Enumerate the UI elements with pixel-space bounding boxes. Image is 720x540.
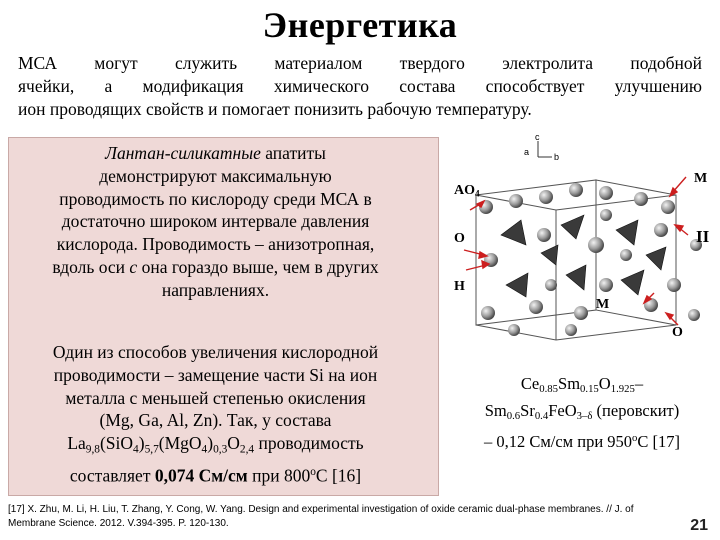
tetrahedra: [501, 215, 666, 297]
reference-footnote: [8, 503, 663, 531]
oxygen-label-bottom: O: [672, 325, 683, 340]
apatite-line-4: достаточно широком интервале давления: [61, 211, 370, 232]
apatite-line-7: направлениях.: [161, 279, 270, 300]
m-label-bottom: M: [596, 297, 610, 312]
apatite-crystal-structure-figure: [446, 135, 714, 345]
axis-c-term: c: [129, 256, 138, 277]
apatite-line-6-b: она гораздо выше, чем в других: [137, 256, 379, 277]
apatite-line-2: демонстрируют максимальную: [99, 165, 332, 186]
substitution-paragraph: [0, 341, 431, 487]
perovskite-line-2: $Sm_{0.6}Sr_{0.4}FeO_{3-\delta}$ (перовскит): [484, 401, 680, 423]
ao4-label: $AO_4$: [454, 183, 480, 199]
apatite-line-6: [0, 256, 431, 279]
perovskite-line-3: – 0,12 См/см при $950^оС$ [17]: [483, 432, 681, 452]
h-label: H: [454, 279, 465, 294]
footnote-line-1: [17] X. Zhu, M. Li, H. Liu, T. Zhang, Y. Cong, W. Yang. Design and experimental investigation of oxide ceramic dual-phase membranes. // J. of: [8, 504, 634, 515]
axis-a-label: a: [524, 147, 530, 157]
apatite-term: Лантан-силикатные: [105, 143, 261, 163]
footnote-line-2: Membrane Science. 2012. V.394-395. P. 120-130.: [8, 518, 229, 529]
subst-line-3: металла с меньшей степенью окисления: [65, 387, 366, 408]
subst-line-2: проводимости – замещение части Si на ион: [53, 364, 378, 385]
subst-formula-line: $La_{9,8}(SiO_4)_{5,7}(MgO_4)_{0,3}O_{2,4}$ проводимость: [67, 433, 364, 456]
apatite-line-1-rest: апатиты: [260, 143, 326, 163]
m-label-top: M: [694, 171, 708, 186]
perovskite-caption: [447, 373, 717, 453]
page-number: 21: [690, 517, 708, 534]
ii-label: II: [696, 227, 710, 246]
crystal-structure-image: [446, 135, 714, 345]
apatite-line-3: проводимость по кислороду среди МСА в: [59, 188, 372, 209]
axis-c-label: c: [535, 135, 540, 142]
intro-line-1: МСА могут служить материалом твердого электролита подобной: [18, 53, 702, 73]
intro-paragraph: [18, 52, 702, 121]
apatite-line-1: [0, 142, 431, 165]
perovskite-line-1: $Ce_{0.85}Sm_{0.15}O_{1.925}-$: [520, 374, 644, 396]
conductivity-value: 0,074 См/см: [154, 465, 248, 486]
subst-line-1: Один из способов увеличения кислородной: [52, 342, 379, 362]
slide-title: Энергетика: [262, 5, 458, 45]
apatite-paragraph: [0, 142, 431, 302]
apatite-line-6-a: вдоль оси: [52, 256, 130, 277]
oxygen-label-left: O: [454, 231, 465, 246]
subst-line-4: (Mg, Ga, Al, Zn). Так, у состава: [99, 410, 332, 431]
intro-line-3: ион проводящих свойств и помогает понизить рабочую температуру.: [18, 99, 532, 119]
axis-b-label: b: [554, 152, 560, 162]
axis-triad-icon: [524, 135, 559, 162]
apatite-line-5: кислорода. Проводимость – анизотропная,: [56, 234, 375, 255]
intro-line-2: ячейки, а модификация химического состава способствует улучшению: [18, 76, 702, 96]
subst-line-6: составляет 0,074 См/см при $800^оС$ [16]: [69, 465, 362, 486]
